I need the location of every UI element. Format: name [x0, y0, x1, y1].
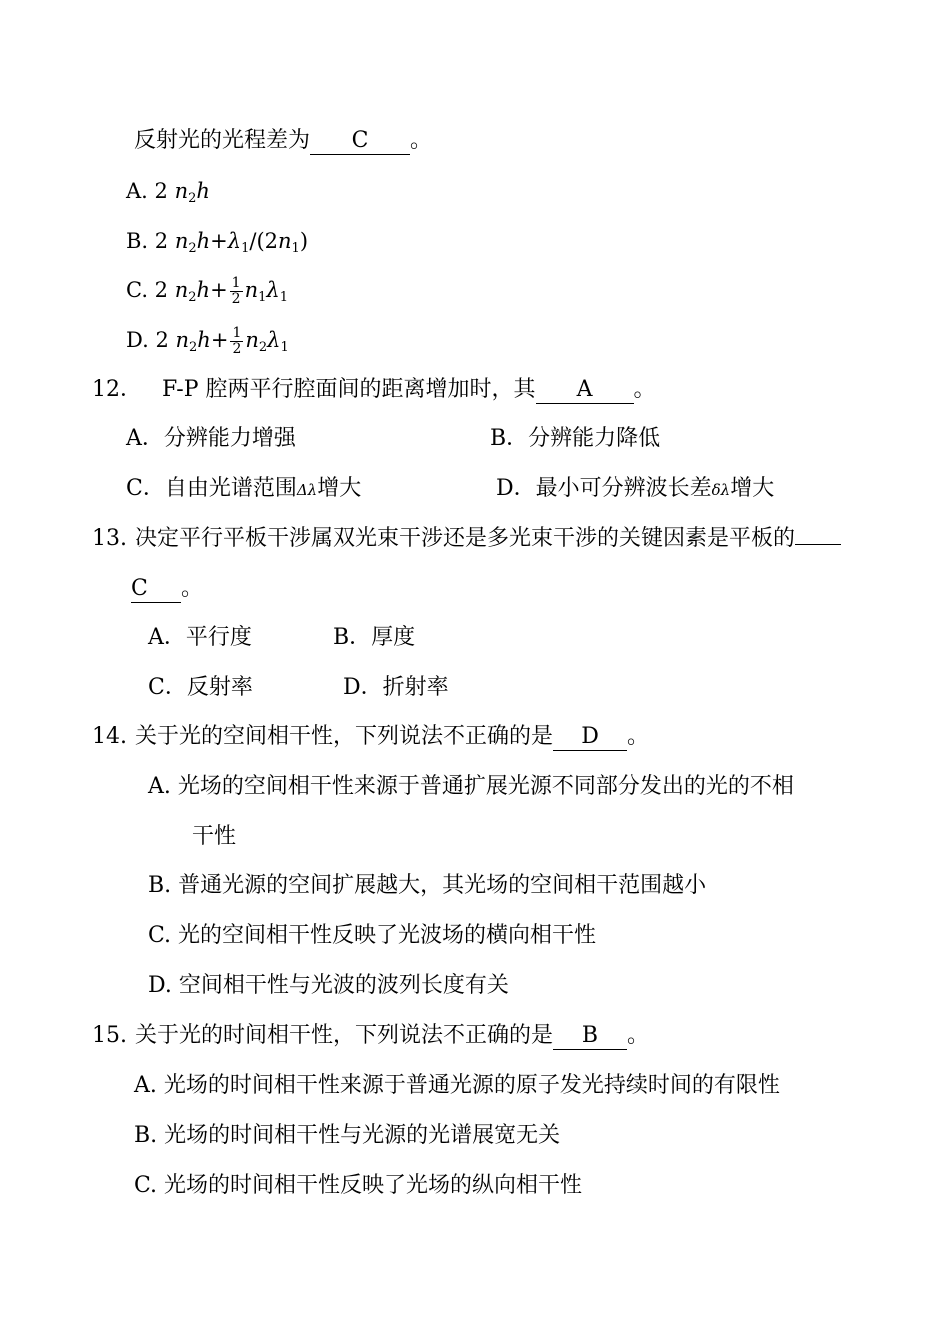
q11-option-a — [126, 176, 210, 214]
q15-stem — [92, 1021, 649, 1051]
math-h: h — [196, 179, 210, 203]
math-h: h — [197, 328, 211, 352]
q12-number: 12． — [92, 377, 142, 402]
math-h: h — [196, 278, 211, 302]
q11-option-c — [126, 275, 288, 313]
math-h: h — [196, 229, 211, 253]
q12-option-d-suffix: 增大 — [730, 476, 775, 501]
math-n: n — [245, 328, 259, 352]
q12-answer-blank: A — [536, 377, 634, 404]
q15-stem-text: 关于光的时间相干性，下列说法不正确的是 — [135, 1023, 554, 1048]
q12-option-d-text: D．最小可分辨波长差 — [496, 476, 712, 501]
math-n: n — [278, 229, 292, 253]
math-plus: + — [210, 229, 228, 253]
q13-option-c: C．反射率 — [148, 675, 253, 700]
math-lambda: λ — [266, 278, 280, 302]
q14-stem-text: 关于光的空间相干性，下列说法不正确的是 — [135, 724, 554, 749]
q13-stem-continued — [131, 574, 203, 604]
q12-stem-text: F-P 腔两平行腔面间的距离增加时，其 — [162, 377, 536, 402]
fraction-numerator: 1 — [232, 325, 242, 341]
math-sub: 2 — [189, 340, 198, 355]
q14-option-c: C. 光的空间相干性反映了光波场的横向相干性 — [148, 923, 597, 948]
q12-delta-lambda-symbol: Δλ — [296, 481, 318, 499]
q14-option-d: D. 空间相干性与光波的波列长度有关 — [148, 973, 509, 998]
q14-option-a-continued: 干性 — [192, 824, 237, 849]
q12-option-c-text: C．自由光谱范围 — [126, 476, 297, 501]
math-sub: 1 — [279, 290, 288, 305]
q12-stem-suffix: 。 — [633, 377, 656, 402]
math-sub: 2 — [188, 191, 197, 206]
math-n: n — [244, 278, 259, 302]
q11-stem — [134, 126, 432, 156]
q11-answer-blank: C — [310, 128, 410, 155]
fraction-numerator: 1 — [231, 275, 241, 291]
fraction-denominator: 2 — [232, 341, 242, 357]
math-sub: 2 — [258, 340, 268, 355]
q15-option-c: C. 光场的时间相干性反映了光场的纵向相干性 — [134, 1173, 583, 1198]
q13-stem — [92, 524, 841, 554]
math-sub: 2 — [188, 290, 197, 305]
q13-stem-suffix: 。 — [181, 576, 204, 601]
q13-option-d: D．折射率 — [343, 675, 449, 700]
q13-option-a: A．平行度 — [148, 625, 252, 650]
q12-option-d — [496, 474, 774, 505]
q11-option-d — [126, 325, 289, 363]
math-fraction — [230, 326, 243, 357]
q12-option-b: B．分辨能力降低 — [490, 426, 661, 451]
math-sub: 2 — [188, 241, 197, 256]
math-lambda: λ — [267, 328, 281, 352]
q14-number: 14. — [92, 724, 127, 749]
q14-stem — [92, 722, 649, 752]
q13-answer-blank-start — [795, 544, 841, 545]
math-plus: + — [210, 278, 228, 302]
q15-answer-blank: B — [553, 1023, 627, 1050]
q12-stem — [92, 375, 656, 405]
math-slash: /(2 — [249, 229, 279, 253]
q13-answer-blank: C — [131, 576, 181, 603]
q12-option-a: A．分辨能力增强 — [126, 426, 296, 451]
q13-option-b: B．厚度 — [333, 625, 416, 650]
q12-option-c-suffix: 增大 — [317, 476, 362, 501]
q14-answer-blank: D — [553, 724, 627, 751]
q15-option-b: B. 光场的时间相干性与光源的光谱展宽无关 — [134, 1123, 561, 1148]
fraction-denominator: 2 — [231, 291, 241, 307]
q14-option-a: A. 光场的空间相干性来源于普通扩展光源不同部分发出的光的不相 — [148, 774, 794, 799]
math-close: ) — [299, 229, 309, 253]
q15-stem-suffix: 。 — [627, 1023, 650, 1048]
math-lambda: λ — [227, 229, 242, 253]
math-plus: + — [210, 328, 229, 352]
q11-option-b — [126, 226, 308, 264]
q11-stem-text: 反射光的光程差为 — [134, 128, 311, 153]
q11-option-b-label: B. 2 — [126, 229, 175, 253]
math-sub: 1 — [291, 241, 300, 256]
q15-option-a: A. 光场的时间相干性来源于普通光源的原子发光持续时间的有限性 — [134, 1073, 780, 1098]
math-n: n — [174, 229, 189, 253]
math-sub: 1 — [280, 340, 289, 355]
math-sub: 1 — [258, 290, 267, 305]
math-sub: 1 — [241, 241, 250, 256]
q11-stem-suffix: 。 — [410, 128, 433, 153]
q13-stem-text: 决定平行平板干涉属双光束干涉还是多光束干涉的关键因素是平板的 — [135, 526, 796, 551]
math-fraction — [230, 276, 243, 307]
q11-option-d-label: D. 2 — [126, 328, 176, 352]
q14-option-b: B. 普通光源的空间扩展越大，其光场的空间相干范围越小 — [148, 873, 707, 898]
q11-option-a-label: A. 2 — [126, 179, 175, 203]
math-n: n — [174, 179, 189, 203]
q14-stem-suffix: 。 — [627, 724, 650, 749]
math-n: n — [175, 328, 190, 352]
q15-number: 15. — [92, 1023, 127, 1048]
q12-option-c — [126, 474, 361, 505]
q12-small-delta-lambda-symbol: δλ — [711, 481, 731, 499]
q13-number: 13. — [92, 526, 127, 551]
math-n: n — [174, 278, 189, 302]
q11-option-c-label: C. 2 — [126, 278, 175, 302]
